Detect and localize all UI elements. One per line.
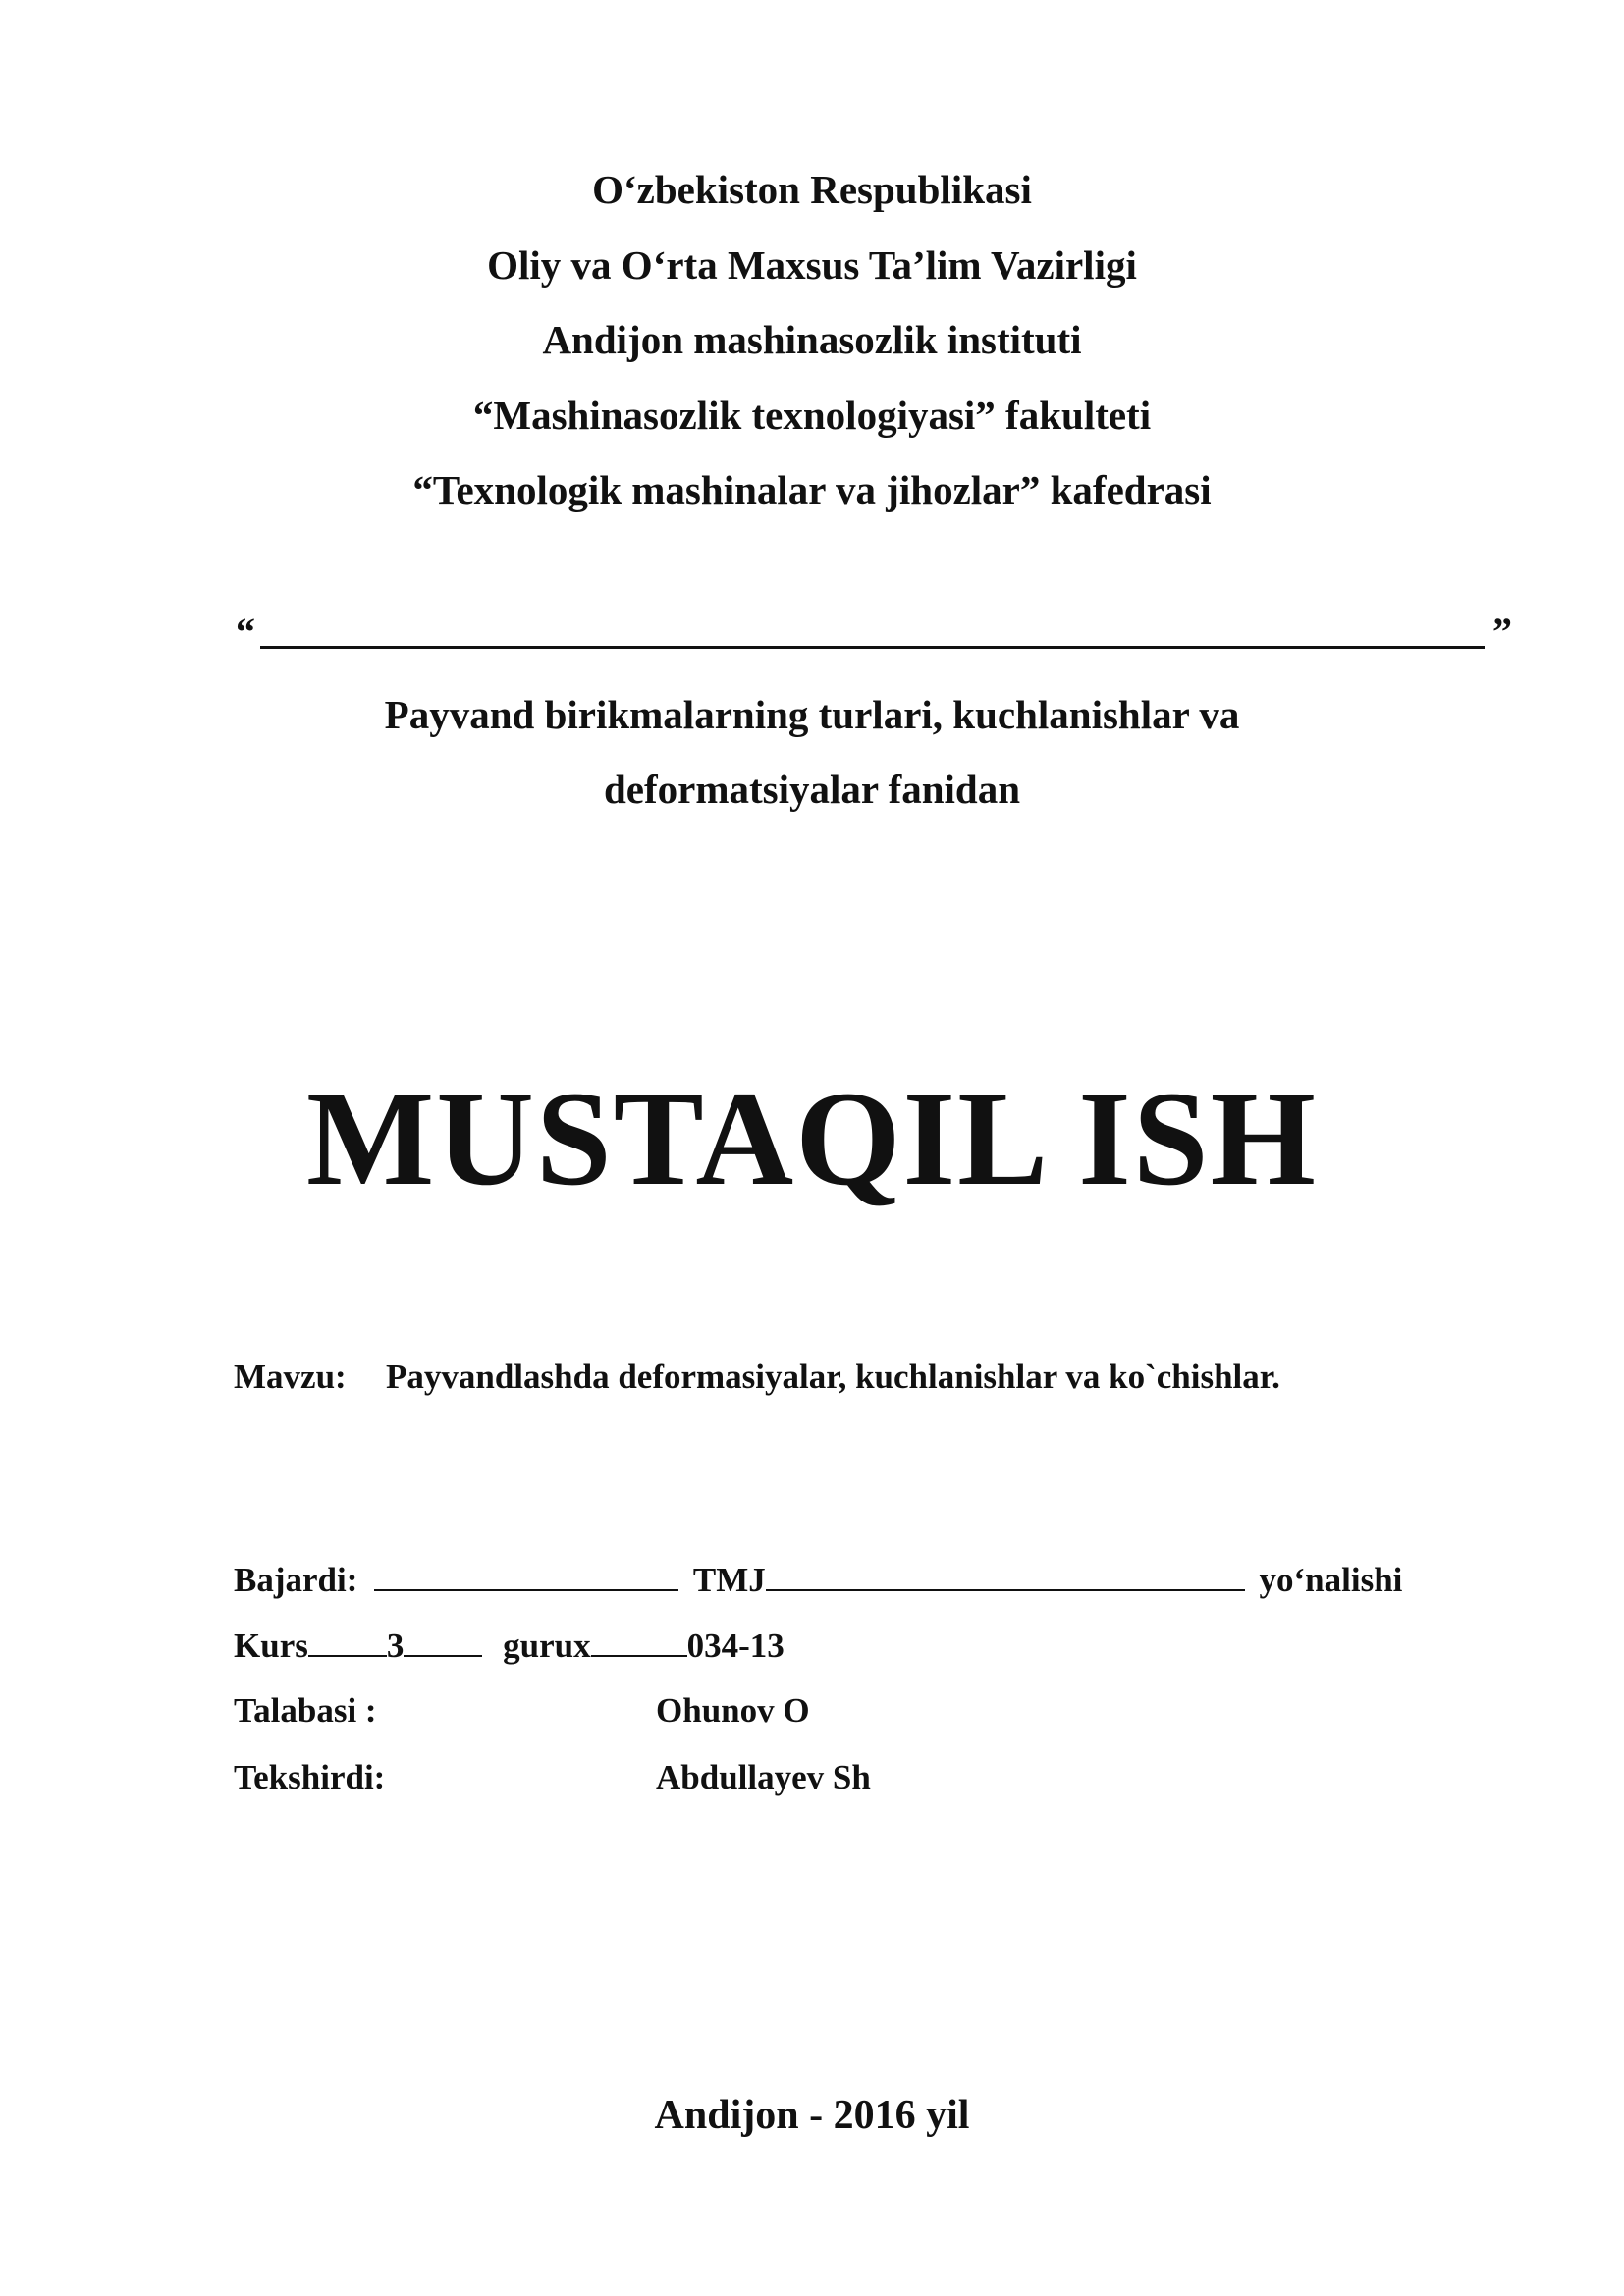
header-line-faculty: “Mashinasozlik texnologiyasi” fakulteti: [472, 392, 1152, 438]
kurs-blank-before: [308, 1620, 387, 1657]
topic-label: Mavzu:: [234, 1358, 347, 1396]
talabasi-label: Talabasi :: [234, 1691, 377, 1730]
topic-row: [234, 1353, 1280, 1402]
bajardi-row: [234, 1554, 1402, 1605]
subject-block: [0, 677, 1624, 827]
kurs-label: Kurs: [234, 1627, 308, 1665]
talabasi-value: Ohunov O: [656, 1691, 810, 1730]
blank-underline: [260, 646, 1485, 649]
header-line-department: “Texnologik mashinalar va jihozlar” kafedrasi: [412, 467, 1212, 512]
header-line-ministry: Oliy va O‘rta Maxsus Ta’lim Vazirligi: [487, 241, 1137, 288]
subject-line-1: Payvand birikmalarning turlari, kuchlanishlar va: [384, 692, 1240, 737]
direction-code: TMJ: [692, 1561, 766, 1599]
open-quote: “: [236, 610, 255, 654]
subject-line-2: deformatsiyalar fanidan: [603, 767, 1021, 812]
kurs-blank-after: [404, 1620, 482, 1657]
header-line-institute: Andijon mashinasozlik instituti: [542, 317, 1082, 362]
tekshirdi-row: [234, 1753, 871, 1802]
header-line-republic: O‘zbekiston Respublikasi: [592, 167, 1032, 212]
bajardi-blank: [374, 1554, 678, 1591]
place-year: Andijon - 2016 yil: [654, 2093, 970, 2138]
institution-header: [0, 152, 1624, 528]
close-quote: ”: [1492, 610, 1512, 654]
kurs-value: 3: [386, 1627, 405, 1665]
topic-value: Payvandlashda deformasiyalar, kuchlanishlar va ko`chishlar.: [386, 1358, 1280, 1396]
direction-blank: [766, 1554, 1245, 1591]
kurs-row: [234, 1620, 785, 1671]
gurux-blank: [591, 1620, 687, 1657]
blank-title-line: [236, 601, 1512, 660]
document-title: MUSTAQIL ISH: [306, 1063, 1318, 1213]
gurux-value: 034-13: [686, 1627, 785, 1665]
bajardi-label: Bajardi:: [234, 1561, 358, 1599]
direction-suffix: yo‘nalishi: [1259, 1561, 1403, 1599]
tekshirdi-label: Tekshirdi:: [234, 1758, 386, 1796]
gurux-label: gurux: [503, 1627, 591, 1665]
tekshirdi-value: Abdullayev Sh: [656, 1758, 871, 1796]
talabasi-row: [234, 1686, 810, 1735]
